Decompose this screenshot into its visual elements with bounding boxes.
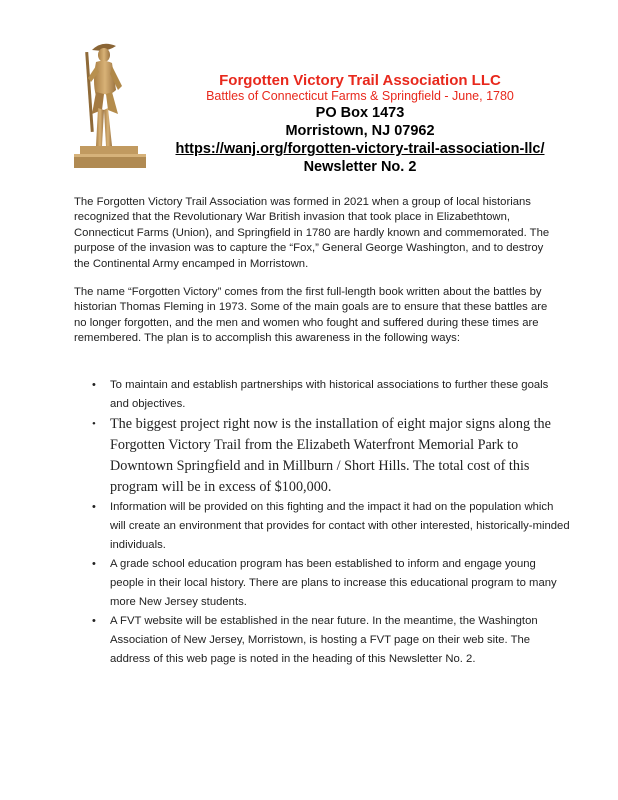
list-item: • Information will be provided on this fighting and the impact it had on the population which will create an environment that provides for contact with other interested, historically-minded individuals. bbox=[92, 498, 570, 555]
newsletter-number: Newsletter No. 2 bbox=[303, 159, 417, 175]
organization-name: Forgotten Victory Trail Association LLC bbox=[219, 72, 501, 89]
name-origin-paragraph: The name “Forgotten Victory” comes from the first full-length book written about the battles by historian Thomas Fleming in 1973. Some of the main goals are to ensure that these battles are no longer forgotten, and the men and women who fought and suffered during these times are remembered. The plan is to accomplish this awareness in the following ways: bbox=[74, 286, 548, 345]
list-item: • A FVT website will be established in the near future. In the meantime, the Washington Association of New Jersey, Morristown, is hosting a FVT page on their web site. The address of this web page is noted in the heading of this Newsletter No. 2. bbox=[92, 612, 570, 669]
list-item: • A grade school education program has been established to inform and engage young people in their local history. There are plans to increase this educational program to many more New Jersey students. bbox=[92, 555, 570, 612]
list-item: • To maintain and establish partnerships with historical associations to further these goals and objectives. bbox=[92, 376, 570, 414]
po-box: PO Box 1473 bbox=[315, 105, 405, 121]
soldier-statue-image bbox=[66, 38, 156, 170]
newsletter-header bbox=[150, 72, 570, 176]
organization-subtitle: Battles of Connecticut Farms & Springfield - June, 1780 bbox=[206, 89, 514, 103]
city-address: Morristown, NJ 07962 bbox=[285, 123, 435, 139]
goals-list bbox=[92, 376, 570, 669]
intro-paragraph: The Forgotten Victory Trail Association was formed in 2021 when a group of local historians recognized that the Revolutionary War British invasion that took place in Elizabethtown, Connecticut Farms (Union), and Springfield in 1780 are hardly known and commemorated. The purpose of the invasion was to capture the “Fox,” General George Washington, and to destroy the Continental Army encamped in Morristown. bbox=[74, 196, 550, 270]
website-link[interactable]: https://wanj.org/forgotten-victory-trail-association-llc/ bbox=[175, 141, 545, 157]
list-item: • The biggest project right now is the installation of eight major signs along the Forgotten Victory Trail from the Elizabeth Waterfront Memorial Park to Downtown Springfield and in Millburn / Short Hills. The total cost of this program will be in excess of $100,000. bbox=[92, 414, 570, 498]
